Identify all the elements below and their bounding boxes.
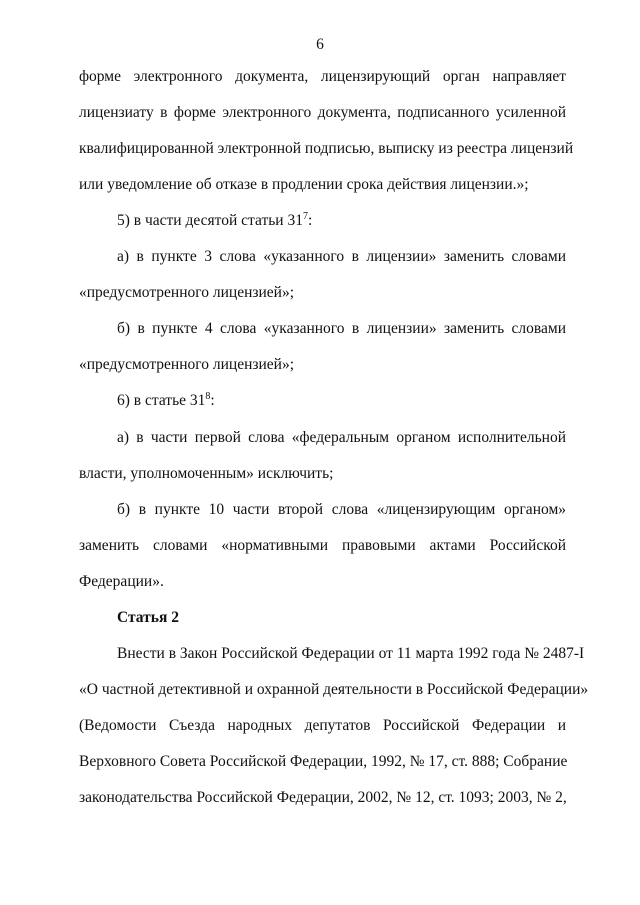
item-5-superscript: 7	[302, 211, 308, 222]
article-heading: Статья 2	[117, 609, 179, 626]
item-6-text: 6) в статье 31	[117, 392, 206, 409]
text-line-6: а) в пункте 3 слова «указанного в лицензии» заменить словами	[117, 248, 566, 265]
text-line-15: Федерации».	[79, 573, 164, 590]
text-line-4: или уведомление об отказе в продлении срока действия лицензии.»;	[79, 176, 529, 193]
item-6-superscript: 8	[205, 391, 211, 402]
text-line-12: власти, уполномоченным» исключить;	[79, 465, 334, 482]
item-5-colon: :	[307, 212, 313, 229]
text-line-2: лицензиату в форме электронного документа, подписанного усиленной	[79, 104, 566, 121]
text-line-17: «О частной детективной и охранной деятельности в Российской Федерации»	[79, 681, 589, 698]
text-line-9: «предусмотренного лицензией»;	[79, 356, 295, 373]
item-6-colon: :	[210, 392, 215, 409]
text-line-1: форме электронного документа, лицензирующий орган направляет	[79, 68, 566, 85]
text-line-18: (Ведомости Съезда народных депутатов Российской Федерации и	[79, 717, 566, 734]
text-line-16: Внести в Закон Российской Федерации от 11 марта 1992 года № 2487-I	[117, 645, 585, 662]
text-line-3: квалифицированной электронной подписью, выписку из реестра лицензий	[79, 140, 574, 157]
item-6-line	[117, 391, 566, 411]
text-line-13: б) в пункте 10 части второй слова «лицензирующим органом»	[117, 501, 566, 518]
text-line-8: б) в пункте 4 слова «указанного в лицензии» заменить словами	[117, 320, 566, 337]
text-line-11: а) в части первой слова «федеральным органом исполнительной	[117, 429, 566, 446]
text-line-14: заменить словами «нормативными правовыми актами Российской	[79, 537, 566, 554]
text-line-19: Верховного Совета Российской Федерации, 1992, № 17, ст. 888; Собрание	[79, 753, 568, 770]
item-5-line	[117, 211, 566, 231]
text-line-20: законодательства Российской Федерации, 2002, № 12, ст. 1093; 2003, № 2,	[79, 789, 567, 806]
text-line-7: «предусмотренного лицензией»;	[79, 284, 295, 301]
page-number: 6	[316, 36, 324, 53]
item-5-text: 5) в части десятой статьи 31	[117, 212, 303, 229]
